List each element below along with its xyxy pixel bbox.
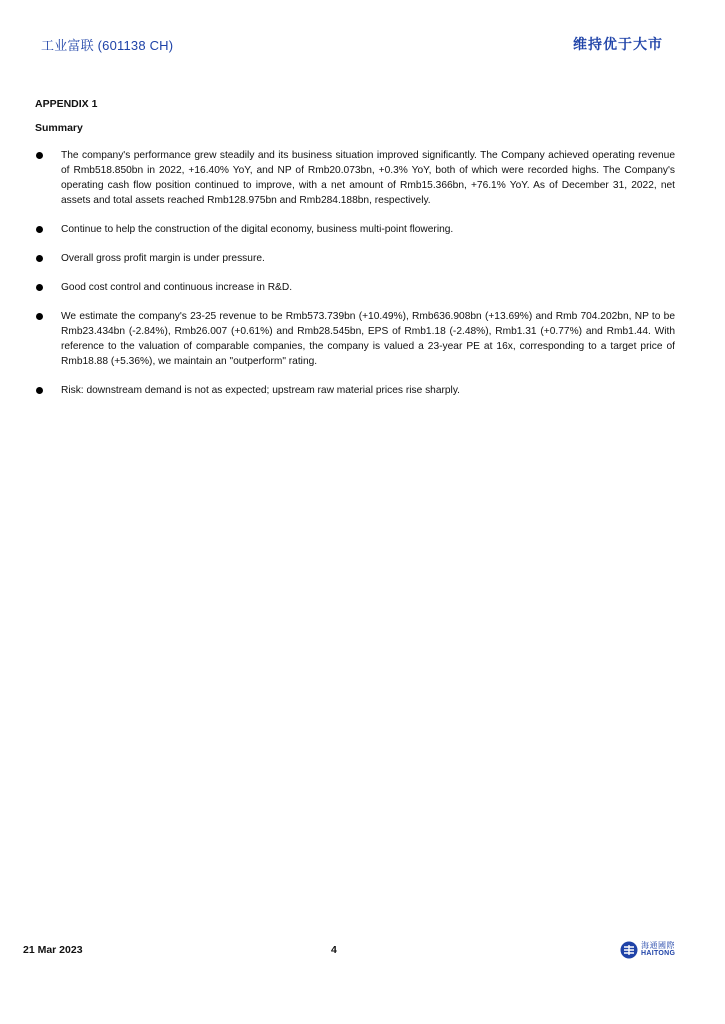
main-content <box>35 98 675 412</box>
report-date: 21 Mar 2023 <box>23 944 83 956</box>
haitong-logo-icon <box>620 941 638 959</box>
bullet-text: Overall gross profit margin is under pressure. <box>61 253 265 264</box>
list-item <box>35 222 675 237</box>
summary-list <box>35 148 675 398</box>
bullet-text: Good cost control and continuous increase in R&D. <box>61 282 293 293</box>
bullet-text: We estimate the company's 23-25 revenue to be Rmb573.739bn (+10.49%), Rmb636.908bn (+13.69%) and Rmb 704.202bn, NP to be Rmb23.434bn (-2.84%), Rmb26.007 (+0.61%) and Rmb28.545bn, EPS of Rmb1.18 (-2.48%), Rmb1.31 (+0.77%) and Rmb1.44. With reference to the valuation of comparable companies, the company is valued a 23-year PE at 16x, corresponding to a target price of Rmb18.88 (+5.36%), we maintain an "outperform" rating. <box>61 311 675 367</box>
logo-cn-text: 海通國際 <box>641 941 675 950</box>
summary-heading: Summary <box>35 122 83 134</box>
list-item <box>35 251 675 266</box>
logo-en-text: HAITONG <box>641 950 676 957</box>
bullet-icon <box>36 284 43 291</box>
bullet-icon <box>36 255 43 262</box>
list-item <box>35 280 675 295</box>
bullet-text: Continue to help the construction of the digital economy, business multi-point flowering. <box>61 224 454 235</box>
bullet-icon <box>36 152 43 159</box>
bullet-icon <box>36 313 43 320</box>
appendix-heading: APPENDIX 1 <box>35 98 98 110</box>
list-item <box>35 383 675 398</box>
list-item <box>35 148 675 208</box>
list-item <box>35 309 675 369</box>
page-number: 4 <box>331 944 337 956</box>
rating-title: 维持优于大市 <box>573 36 663 52</box>
bullet-text: The company's performance grew steadily and its business situation improved significantly. The Company achieved operating revenue of Rmb518.850bn in 2022, +16.40% YoY, and NP of Rmb20.073bn, +0.3% YoY, both of which were recorded highs. The Company's operating cash flow position continued to improve, with a net amount of Rmb15.366bn, +76.1% YoY. As of December 31, 2022, net assets and total assets reached Rmb128.975bn and Rmb284.188bn, respectively. <box>61 150 675 206</box>
bullet-icon <box>36 387 43 394</box>
report-title: 工业富联 (601138 CH) <box>41 38 174 53</box>
bullet-icon <box>36 226 43 233</box>
page-header <box>0 0 725 60</box>
bullet-text: Risk: downstream demand is not as expected; upstream raw material prices rise sharply. <box>61 385 460 396</box>
haitong-logo <box>620 940 680 962</box>
